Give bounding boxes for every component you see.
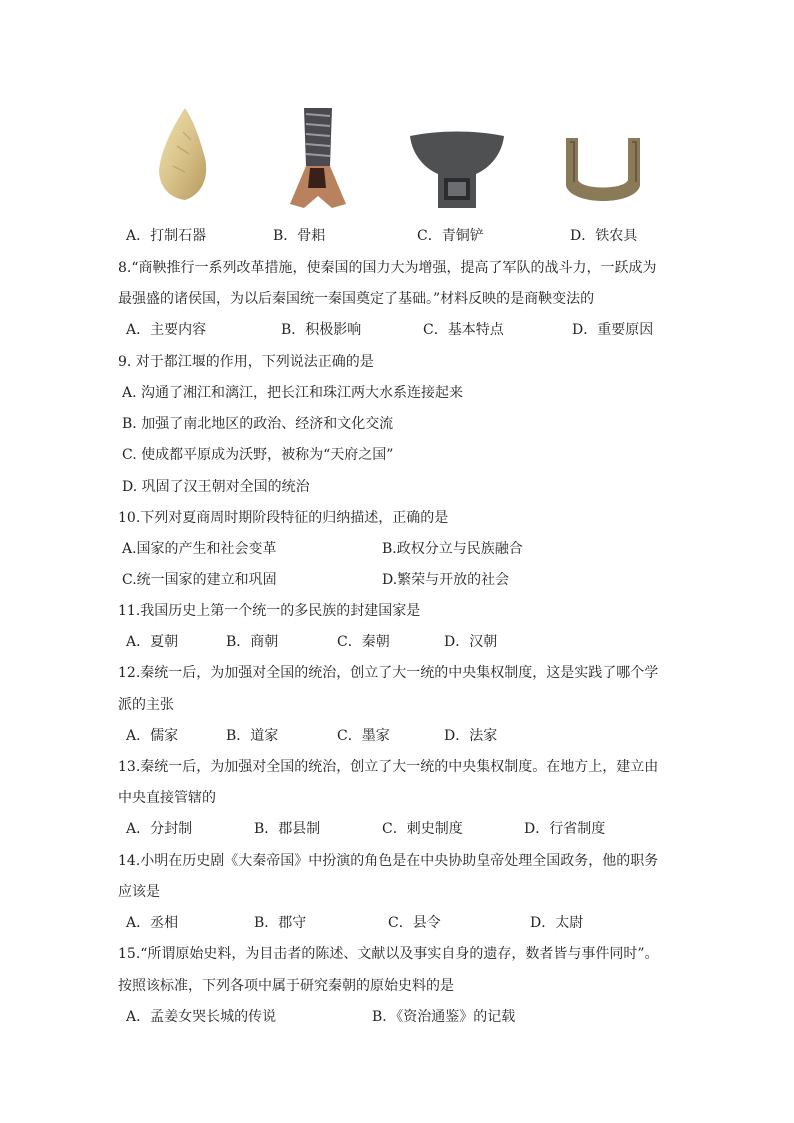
q9-option-c: C. 使成都平原成为沃野，被称为“天府之国”	[122, 447, 394, 463]
q12-option-d: D．法家	[444, 728, 498, 744]
q14-stem-line1: 14.小明在历史剧《大秦帝国》中扮演的角色是在中央协助皇帝处理全国政务，他的职务	[118, 853, 659, 869]
q15-stem-line2: 按照该标准，下列各项中属于研究秦朝的原始史料的是	[118, 978, 454, 994]
q13-option-d: D．行省制度	[524, 821, 606, 837]
q15-option-b: B．《资治通鉴》的记载	[372, 1009, 516, 1025]
q8-option-a: A．主要内容	[126, 322, 207, 338]
q10-option-c: C.统一国家的建立和巩固	[122, 572, 277, 588]
q8-stem-line1: 8.“商鞅推行一系列改革措施，使秦国的国力大为增强，提高了军队的战斗力，一跃成为	[118, 260, 657, 276]
q10-option-d: D.繁荣与开放的社会	[382, 572, 510, 588]
q13-option-c: C．刺史制度	[382, 821, 463, 837]
q11-option-a: A．夏朝	[126, 634, 179, 650]
bone-spade-image	[284, 104, 350, 212]
q13-option-b: B．郡县制	[254, 821, 321, 837]
q8-option-b: B．积极影响	[281, 322, 362, 338]
q7-option-d: D．铁农具	[570, 228, 638, 244]
q14-option-d: D．太尉	[530, 915, 584, 931]
bronze-shovel-icon	[406, 128, 508, 212]
q12-option-c: C．墨家	[337, 728, 390, 744]
iron-farm-tool-icon	[560, 134, 646, 210]
q10-option-b: B.政权分立与民族融合	[382, 541, 523, 557]
q8-stem-line2: 最强盛的诸侯国，为以后秦国统一秦国奠定了基础。”材料反映的是商鞅变法的	[118, 291, 595, 307]
q8-option-d: D．重要原因	[572, 322, 654, 338]
q13-stem-line2: 中央直接管辖的	[118, 790, 216, 806]
q14-stem-line2: 应该是	[118, 884, 160, 900]
q12-stem-line2: 派的主张	[118, 697, 174, 713]
q13-stem-line1: 13.秦统一后，为加强对全国的统治，创立了大一统的中央集权制度。在地方上，建立由	[118, 759, 659, 775]
q12-option-a: A．儒家	[126, 728, 179, 744]
q8-option-c: C．基本特点	[423, 322, 504, 338]
q14-option-c: C．县令	[388, 915, 441, 931]
q11-stem: 11.我国历史上第一个统一的多民族的封建国家是	[118, 603, 421, 619]
stone-tool-image	[155, 106, 211, 202]
q9-stem: 9. 对于都江堰的作用，下列说法正确的是	[118, 354, 374, 370]
q11-option-c: C．秦朝	[337, 634, 390, 650]
bronze-shovel-image	[406, 128, 508, 212]
q7-option-a: A．打制石器	[126, 228, 207, 244]
q12-stem-line1: 12.秦统一后，为加强对全国的统治，创立了大一统的中央集权制度，这是实践了哪个学	[118, 665, 659, 681]
q7-option-b: B．骨耜	[273, 228, 326, 244]
q13-option-a: A．分封制	[126, 821, 193, 837]
stone-tool-icon	[155, 106, 211, 202]
q11-option-b: B．商朝	[226, 634, 279, 650]
q10-option-a: A.国家的产生和社会变革	[122, 541, 277, 557]
iron-farm-tool-image	[560, 134, 646, 210]
q12-option-b: B．道家	[226, 728, 279, 744]
q9-option-b: B. 加强了南北地区的政治、经济和文化交流	[122, 416, 394, 432]
q14-option-b: B．郡守	[254, 915, 307, 931]
q15-stem-line1: 15.“所谓原始史料，为目击者的陈述、文献以及事实自身的遗存，数者皆与事件同时”。	[118, 946, 659, 962]
q9-option-d: D. 巩固了汉王朝对全国的统治	[122, 479, 310, 495]
q7-option-c: C．青铜铲	[417, 228, 484, 244]
bone-spade-icon	[284, 104, 350, 212]
q9-option-a: A. 沟通了湘江和漓江，把长江和珠江两大水系连接起来	[122, 385, 464, 401]
q10-stem: 10.下列对夏商周时期阶段特征的归纳描述，正确的是	[118, 510, 449, 526]
q15-option-a: A．孟姜女哭长城的传说	[126, 1009, 277, 1025]
q11-option-d: D．汉朝	[444, 634, 498, 650]
q14-option-a: A．丞相	[126, 915, 179, 931]
